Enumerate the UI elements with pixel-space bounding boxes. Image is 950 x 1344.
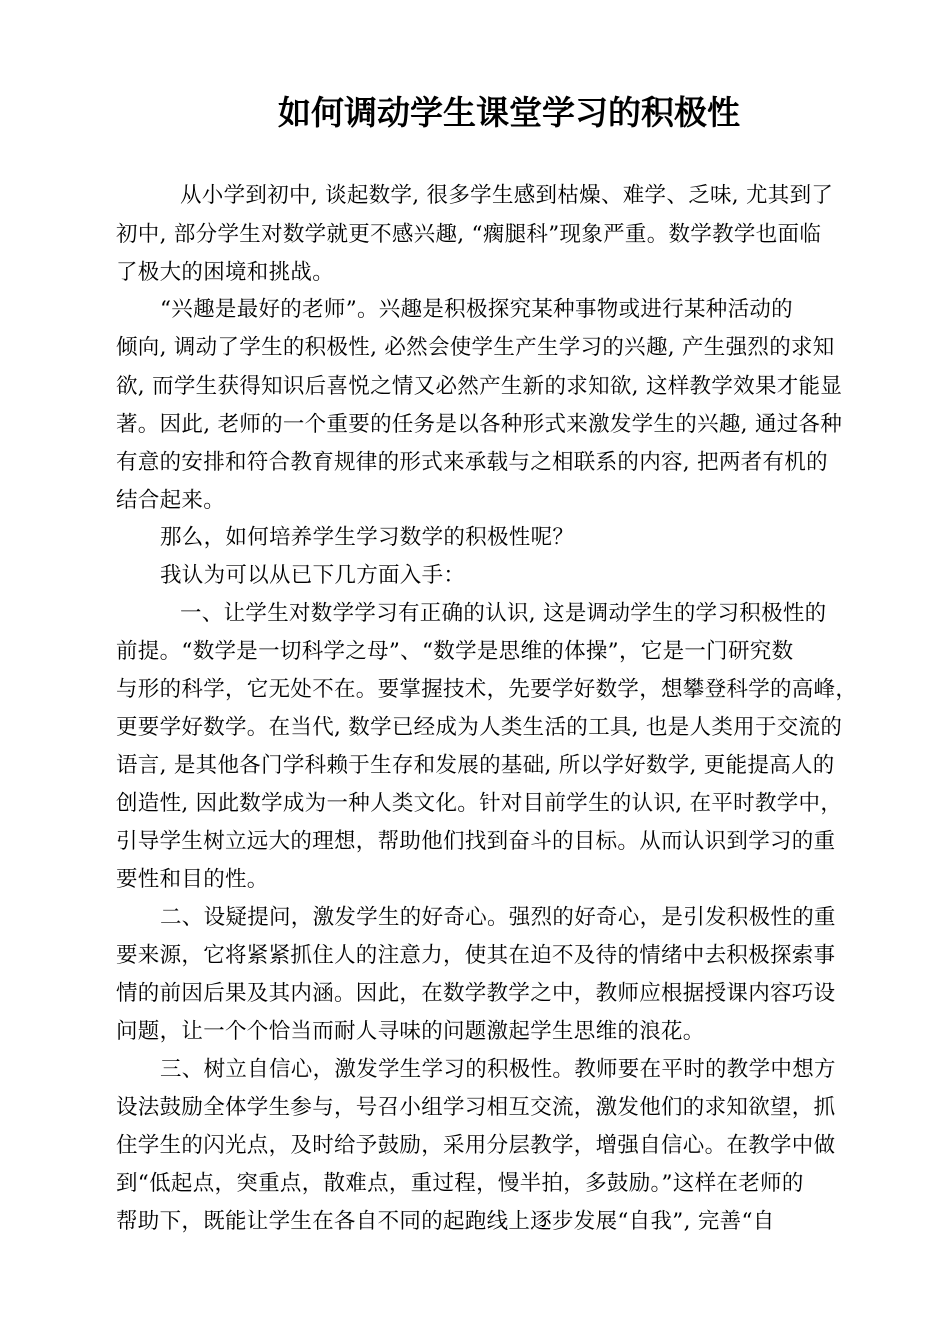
- paragraph-line: 帮助下，既能让学生在各自不同的起跑线上逐步发展“自我”, 完善“自: [116, 1209, 775, 1234]
- paragraph-line: 更要学好数学。在当代, 数学已经成为人类生活的工具, 也是人类用于交流的: [116, 715, 843, 740]
- paragraph-line: 引导学生树立远大的理想，帮助他们找到奋斗的目标。从而认识到学习的重: [116, 829, 836, 854]
- paragraph-line: 要来源，它将紧紧抓住人的注意力，使其在迫不及待的情绪中去积极探索事: [116, 943, 836, 968]
- paragraph-line: 问题，让一个个恰当而耐人寻味的问题激起学生思维的浪花。: [116, 1019, 705, 1044]
- paragraph-line: 情的前因后果及其内涵。因此，在数学教学之中，教师应根据授课内容巧设: [116, 981, 836, 1006]
- paragraph-line: 前提。“数学是一切科学之母”、“数学是思维的体操”，它是一门研究数: [116, 639, 794, 664]
- paragraph-line: 语言, 是其他各门学科赖于生存和发展的基础, 所以学好数学, 更能提高人的: [116, 753, 835, 778]
- paragraph-line: 那么，如何培养学生学习数学的积极性呢？: [160, 525, 575, 550]
- paragraph-line: 住学生的闪光点，及时给予鼓励，采用分层教学，增强自信心。在教学中做: [116, 1133, 836, 1158]
- paragraph-line: 结合起来。: [116, 488, 226, 513]
- paragraph-line: 初中, 部分学生对数学就更不感兴趣, “瘸腿科”现象严重。数学教学也面临: [116, 222, 822, 247]
- paragraph-line: “兴趣是最好的老师”。兴趣是积极探究某种事物或进行某种活动的: [160, 297, 793, 322]
- paragraph-line: 三、树立自信心，激发学生学习的积极性。教师要在平时的教学中想方: [160, 1057, 836, 1082]
- paragraph-line: 创造性, 因此数学成为一种人类文化。针对目前学生的认识, 在平时教学中，: [116, 791, 843, 816]
- paragraph-line: 设法鼓励全体学生参与，号召小组学习相互交流，激发他们的求知欲望，抓: [116, 1095, 836, 1120]
- paragraph-line: 从小学到初中, 谈起数学, 很多学生感到枯燥、难学、乏味, 尤其到了: [180, 183, 834, 208]
- paragraph-line: 二、设疑提问，激发学生的好奇心。强烈的好奇心，是引发积极性的重: [160, 905, 836, 930]
- paragraph-line: 欲, 而学生获得知识后喜悦之情又必然产生新的求知欲, 这样教学效果才能显: [116, 374, 843, 399]
- paragraph-line: 倾向, 调动了学生的积极性, 必然会使学生产生学习的兴趣, 产生强烈的求知: [116, 335, 835, 360]
- paragraph-line: 了极大的困境和挑战。: [116, 260, 335, 285]
- paragraph-line: 著。因此, 老师的一个重要的任务是以各种形式来激发学生的兴趣, 通过各种: [116, 412, 843, 437]
- document-title: 如何调动学生课堂学习的积极性: [278, 93, 740, 132]
- paragraph-line: 一、让学生对数学学习有正确的认识, 这是调动学生的学习积极性的: [180, 601, 827, 626]
- paragraph-line: 到“低起点，突重点，散难点，重过程，慢半拍，多鼓励。”这样在老师的: [116, 1171, 804, 1196]
- paragraph-line: 我认为可以从已下几方面入手：: [160, 563, 466, 588]
- paragraph-line: 要性和目的性。: [116, 867, 269, 892]
- paragraph-line: 与形的科学，它无处不在。要掌握技术，先要学好数学，想攀登科学的高峰，: [116, 677, 858, 702]
- paragraph-line: 有意的安排和符合教育规律的形式来承载与之相联系的内容, 把两者有机的: [116, 450, 828, 475]
